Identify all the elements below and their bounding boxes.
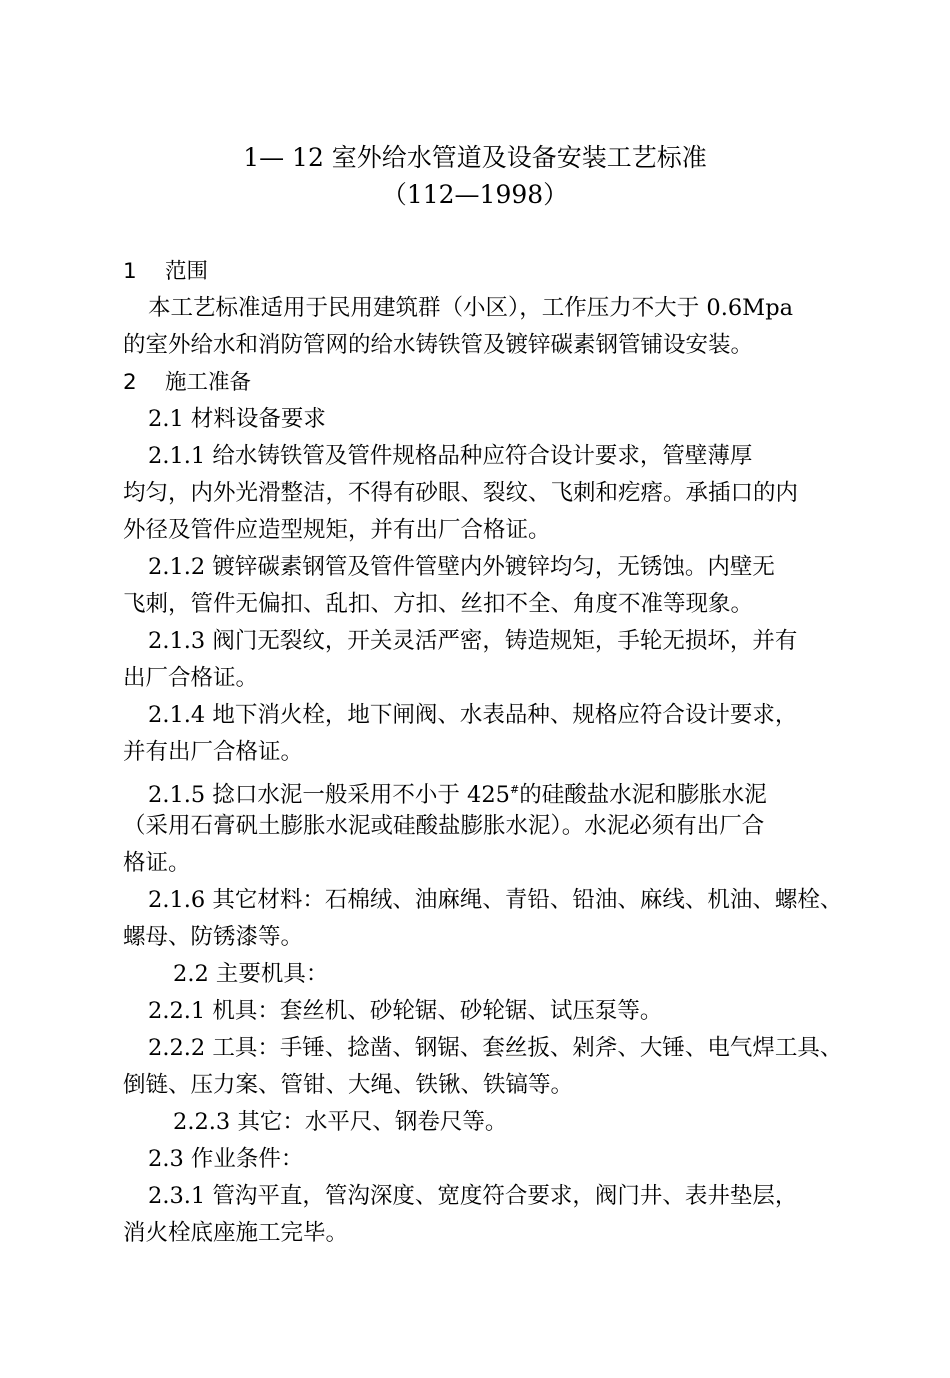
document-body [123,253,843,1252]
paragraph-line: 2.1.2 镀锌碳素钢管及管件管壁内外镀锌均匀，无锈蚀。内壁无 [148,554,775,580]
subsection-2-2-heading: 2.2 主要机具： [173,961,329,987]
superscript-mark: # [510,783,520,796]
paragraph-line: 2.3.1 管沟平直，管沟深度、宽度符合要求，阀门井、表井垫层， [148,1183,798,1209]
paragraph-line: 飞刺，管件无偏扣、乱扣、方扣、丝扣不全、角度不准等现象。 [123,591,754,617]
paragraph-line: 本工艺标准适用于民用建筑群（小区），工作压力不大于 0.6Mpa [148,295,794,321]
subsection-2-3-heading: 2.3 作业条件： [148,1146,304,1172]
section-title: 施工准备 [165,370,252,395]
paragraph-line [123,771,838,808]
paragraph-line: 2.2.1 机具：套丝机、砂轮锯、砂轮锯、试压泵等。 [148,998,663,1024]
section-number: 2 [123,370,137,395]
section-1-heading [123,253,838,290]
paragraph-line: 2.1.1 给水铸铁管及管件规格品种应符合设计要求，管壁薄厚 [148,443,753,469]
paragraph-line: 2.2.3 其它：水平尺、钢卷尺等。 [173,1109,508,1135]
paragraph-line: 倒链、压力案、管钳、大绳、铁锹、铁镐等。 [123,1072,574,1098]
paragraph-line: 出厂合格证。 [123,665,259,691]
paragraph-line: 螺母、防锈漆等。 [123,924,304,950]
paragraph-line: （采用石膏矾土膨胀水泥或硅酸盐膨胀水泥）。水泥必须有出厂合 [123,813,765,839]
paragraph-line: 并有出厂合格证。 [123,739,304,765]
paragraph-line: 2.1.6 其它材料：石棉绒、油麻绳、青铅、铅油、麻线、机油、螺栓、 [148,887,843,913]
text-run: 的硅酸盐水泥和膨胀水泥 [519,782,767,808]
paragraph-line: 消火栓底座施工完毕。 [123,1220,349,1246]
text-run: 2.1.5 捻口水泥一般采用不小于 425 [148,782,510,808]
paragraph-line: 2.2.2 工具：手锤、捻凿、钢锯、套丝扳、剁斧、大锤、电气焊工具、 [148,1035,843,1061]
section-2-heading [123,364,838,401]
subsection-2-1-heading: 2.1 材料设备要求 [148,406,326,432]
section-number: 1 [123,259,137,284]
paragraph-line: 2.1.3 阀门无裂纹，开关灵活严密，铸造规矩，手轮无损坏，并有 [148,628,798,654]
section-title: 范围 [165,259,209,284]
document-code: （112—1998） [381,180,569,209]
document-title: 1— 12 室外给水管道及设备安装工艺标准 [243,143,707,172]
paragraph-line: 格证。 [123,850,191,876]
paragraph-line: 2.1.4 地下消火栓，地下闸阀、水表品种、规格应符合设计要求， [148,702,798,728]
paragraph-line: 外径及管件应造型规矩，并有出厂合格证。 [123,517,551,543]
paragraph-line: 均匀，内外光滑整洁，不得有砂眼、裂纹、飞刺和疙瘩。承插口的内 [123,480,799,506]
paragraph-line: 的室外给水和消防管网的给水铸铁管及镀锌碳素钢管铺设安装。 [123,332,754,358]
